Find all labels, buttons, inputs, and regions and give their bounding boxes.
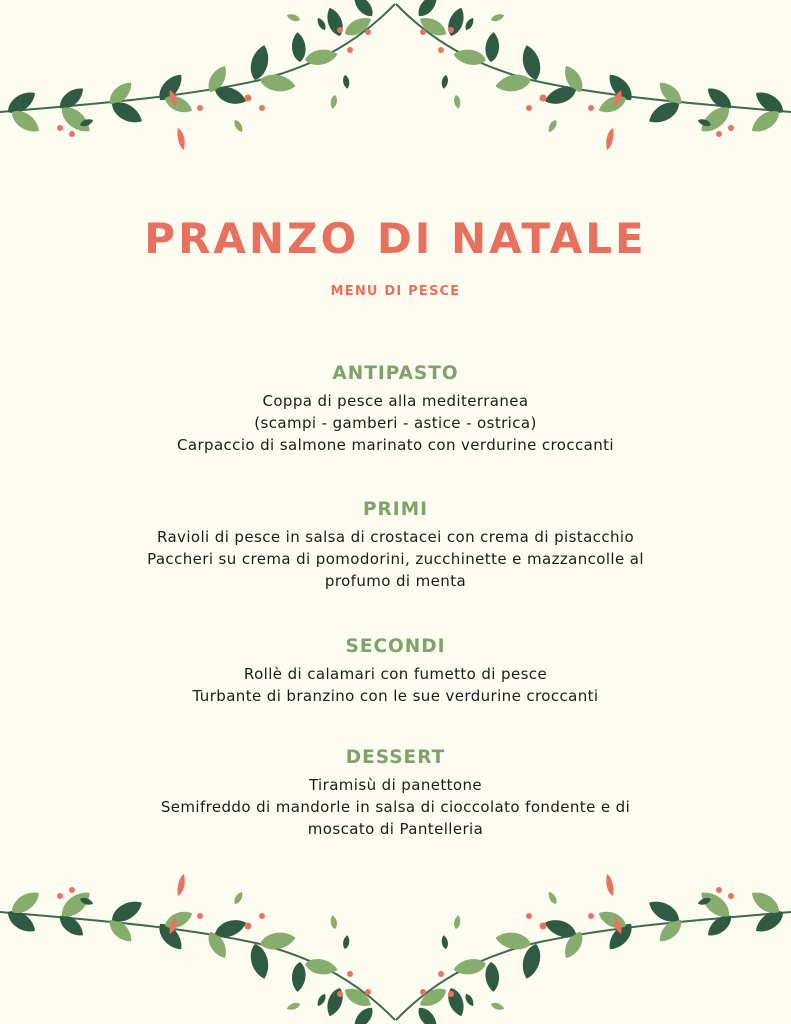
section-secondi	[0, 636, 791, 707]
dish-line: moscato di Pantelleria	[307, 820, 484, 838]
menu-title: PRANZO DI NATALE	[144, 214, 647, 263]
section-heading: ANTIPASTO	[332, 363, 459, 384]
section-dessert	[0, 747, 791, 840]
dish-line: Ravioli di pesce in salsa di crostacei con crema di pistacchio	[156, 528, 635, 546]
dish-line: Coppa di pesce alla mediterranea	[262, 392, 529, 410]
top-floral-garland	[0, 0, 791, 160]
dish-line: Carpaccio di salmone marinato con verdurine croccanti	[176, 436, 615, 454]
dish-line: Paccheri su crema di pomodorini, zucchinette e mazzancolle al	[147, 550, 644, 568]
section-antipasto	[0, 363, 791, 456]
dish-line: Rollè di calamari con fumetto di pesce	[243, 665, 548, 683]
dish-line: Turbante di branzino con le sue verdurine croccanti	[192, 687, 599, 705]
dish-line: profumo di menta	[324, 572, 467, 590]
section-heading: DESSERT	[345, 747, 446, 768]
bottom-floral-garland	[0, 864, 791, 1024]
dish-line: Tiramisù di panettone	[308, 776, 483, 794]
section-primi	[0, 499, 791, 592]
dish-line: Semifreddo di mandorle in salsa di cioccolato fondente e di	[160, 798, 631, 816]
section-heading: PRIMI	[363, 499, 428, 520]
dish-line: (scampi - gamberi - astice - ostrica)	[254, 414, 537, 432]
section-heading: SECONDI	[345, 636, 446, 657]
menu-subtitle: MENU DI PESCE	[330, 284, 461, 299]
